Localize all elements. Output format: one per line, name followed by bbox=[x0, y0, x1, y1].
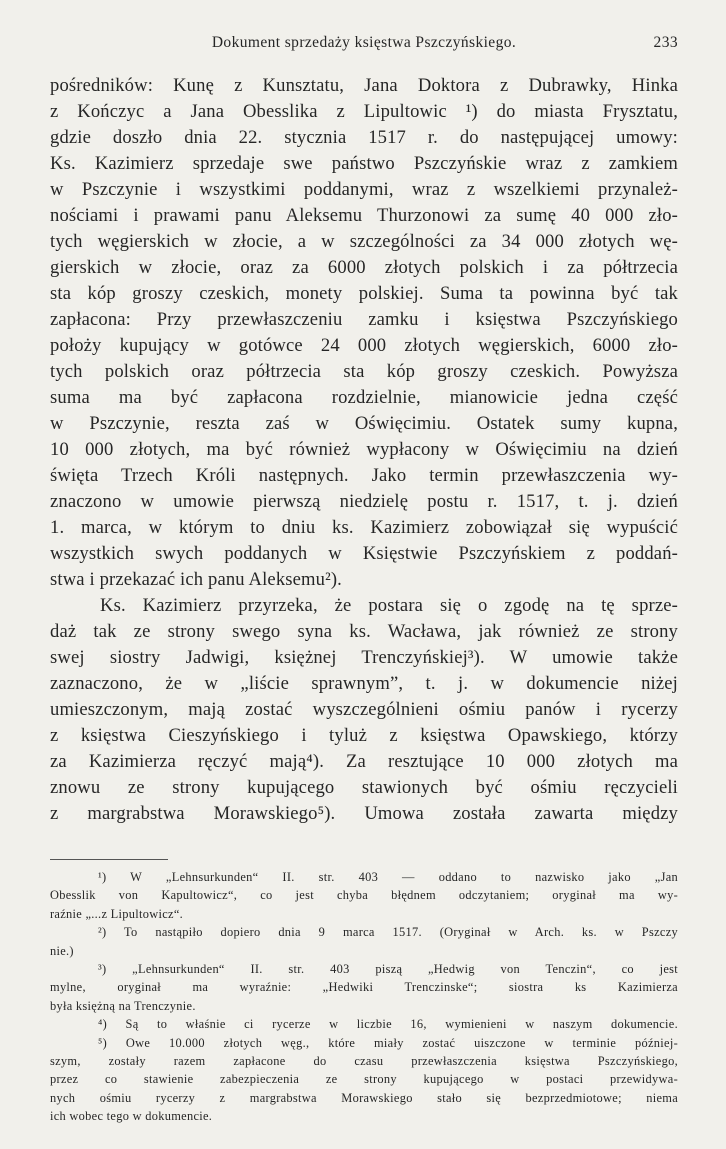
text-line: zapłacona: Przy przewłaszczeniu zamku i księstwa Pszczyńskiego bbox=[50, 309, 678, 330]
footnote-line: przez co stawienie zabezpieczenia ze strony kupującego w postaci przewidywa- bbox=[50, 1072, 678, 1087]
text-line: znaczono w umowie pierwszą niedzielę postu r. 1517, t. j. dzień bbox=[50, 491, 678, 512]
text-line: gierskich w złocie, oraz za 6000 złotych polskich i za półtrzecia bbox=[50, 257, 678, 278]
text-line: święta Trzech Króli następnych. Jako termin przewłaszczenia wy- bbox=[50, 465, 678, 486]
text-line: położy kupujący w gotówce 24 000 złotych węgierskich, 6000 zło- bbox=[50, 335, 678, 356]
text-line: w Pszczynie i wszystkimi poddanymi, wraz z wszelkiemi przynależ- bbox=[50, 179, 678, 200]
footnote-line: nych ośmiu rycerzy z margrabstwa Morawskiego stało się bezprzedmiotowe; niema bbox=[50, 1090, 678, 1105]
text-line: z margrabstwa Morawskiego⁵). Umowa została zawarta między bbox=[50, 803, 678, 824]
footnote-line: ²) To nastąpiło dopiero dnia 9 marca 1517. (Oryginał w Arch. ks. w Pszczy bbox=[98, 925, 678, 940]
text-line: zaznaczono, że w „liście sprawnym”, t. j. w dokumencie niżej bbox=[50, 673, 678, 694]
text-line: w Pszczynie, reszta zaś w Oświęcimiu. Ostatek sumy kupna, bbox=[50, 413, 678, 434]
text-line: z księstwa Cieszyńskiego i tyluż z księstwa Opawskiego, którzy bbox=[50, 725, 678, 746]
footnotes bbox=[50, 868, 678, 1125]
text-line: suma ma być zapłacona rozdzielnie, mianowicie jedna część bbox=[50, 387, 678, 408]
footnote-divider bbox=[50, 859, 168, 860]
footnote-line: nie.) bbox=[50, 943, 74, 958]
text-line: swej siostry Jadwigi, księżnej Trenczyńskiej³). W umowie także bbox=[50, 647, 678, 668]
running-header bbox=[50, 34, 678, 54]
text-line: stwa i przekazać ich panu Aleksemu²). bbox=[50, 569, 342, 590]
text-line: wszystkich swych poddanych w Księstwie Pszczyńskiem z poddań- bbox=[50, 543, 678, 564]
text-line: z Kończyc a Jana Obesslika z Lipultowic ¹) do miasta Frysztatu, bbox=[50, 101, 678, 122]
text-line: umieszczonym, mają zostać wyszczególnieni ośmiu panów i rycerzy bbox=[50, 699, 678, 720]
text-line: Ks. Kazimierz sprzedaje swe państwo Pszczyńskie wraz z zamkiem bbox=[50, 153, 678, 174]
text-line: Ks. Kazimierz przyrzeka, że postara się o zgodę na tę sprze- bbox=[100, 595, 678, 616]
footnote-line: ¹) W „Lehnsurkunden“ II. str. 403 — oddano to nazwisko jako „Jan bbox=[98, 870, 678, 884]
text-line: sta kóp groszy czeskich, monety polskiej. Suma ta powinna być tak bbox=[50, 283, 678, 304]
text-line: pośredników: Kunę z Kunsztatu, Jana Doktora z Dubrawky, Hinka bbox=[50, 75, 678, 96]
main-text bbox=[50, 73, 678, 827]
footnote-line: raźnie „...z Lipultowicz“. bbox=[50, 906, 184, 921]
text-line: znowu ze strony kupującego stawionych być ośmiu ręczycieli bbox=[50, 777, 678, 798]
page-number: 233 bbox=[653, 34, 678, 51]
running-title: Dokument sprzedaży księstwa Pszczyńskiego. bbox=[211, 34, 517, 51]
text-line: za Kazimierza ręczyć mają⁴). Za resztujące 10 000 złotych ma bbox=[50, 751, 678, 772]
text-line: 1. marca, w którym to dniu ks. Kazimierz zobowiązał się wypuścić bbox=[50, 517, 678, 538]
footnote-line: była księżną na Trenczynie. bbox=[50, 998, 196, 1013]
text-line: gdzie doszło dnia 22. stycznia 1517 r. do następującej umowy: bbox=[50, 127, 678, 148]
text-line: 10 000 złotych, ma być również wypłacony w Oświęcimiu na dzień bbox=[50, 439, 678, 460]
footnote-line: ³) „Lehnsurkunden“ II. str. 403 piszą „Hedwig von Tenczin“, co jest bbox=[98, 961, 678, 976]
text-line: daż tak ze strony swego syna ks. Wacława, jak również ze strony bbox=[50, 621, 678, 642]
text-line: tych węgierskich w złocie, a w szczególności za 34 000 złotych wę- bbox=[50, 231, 678, 252]
footnote-line: ich wobec tego w dokumencie. bbox=[50, 1109, 213, 1124]
text-line: nościami i prawami panu Aleksemu Thurzonowi za sumę 40 000 zło- bbox=[50, 205, 678, 226]
footnote-line: ⁵) Owe 10.000 złotych węg., które miały zostać uiszczone w terminie później- bbox=[98, 1035, 678, 1050]
footnote-line: szym, zostały razem zapłacone do czasu przewłaszczenia księstwa Pszczyńskiego, bbox=[50, 1053, 678, 1068]
text-line: tych polskich oraz półtrzecia sta kóp groszy czeskich. Powyższa bbox=[50, 361, 678, 382]
footnote-line: mylne, oryginał ma wyraźnie: „Hedwiki Trenczinske“; siostra ks Kazimierza bbox=[50, 980, 678, 995]
footnote-line: Obesslik von Kapultowicz“, co jest chyba błędnem odczytaniem; oryginał ma wy- bbox=[50, 888, 678, 903]
footnote-line: ⁴) Są to właśnie ci rycerze w liczbie 16, wymienieni w naszym dokumencie. bbox=[98, 1017, 678, 1032]
